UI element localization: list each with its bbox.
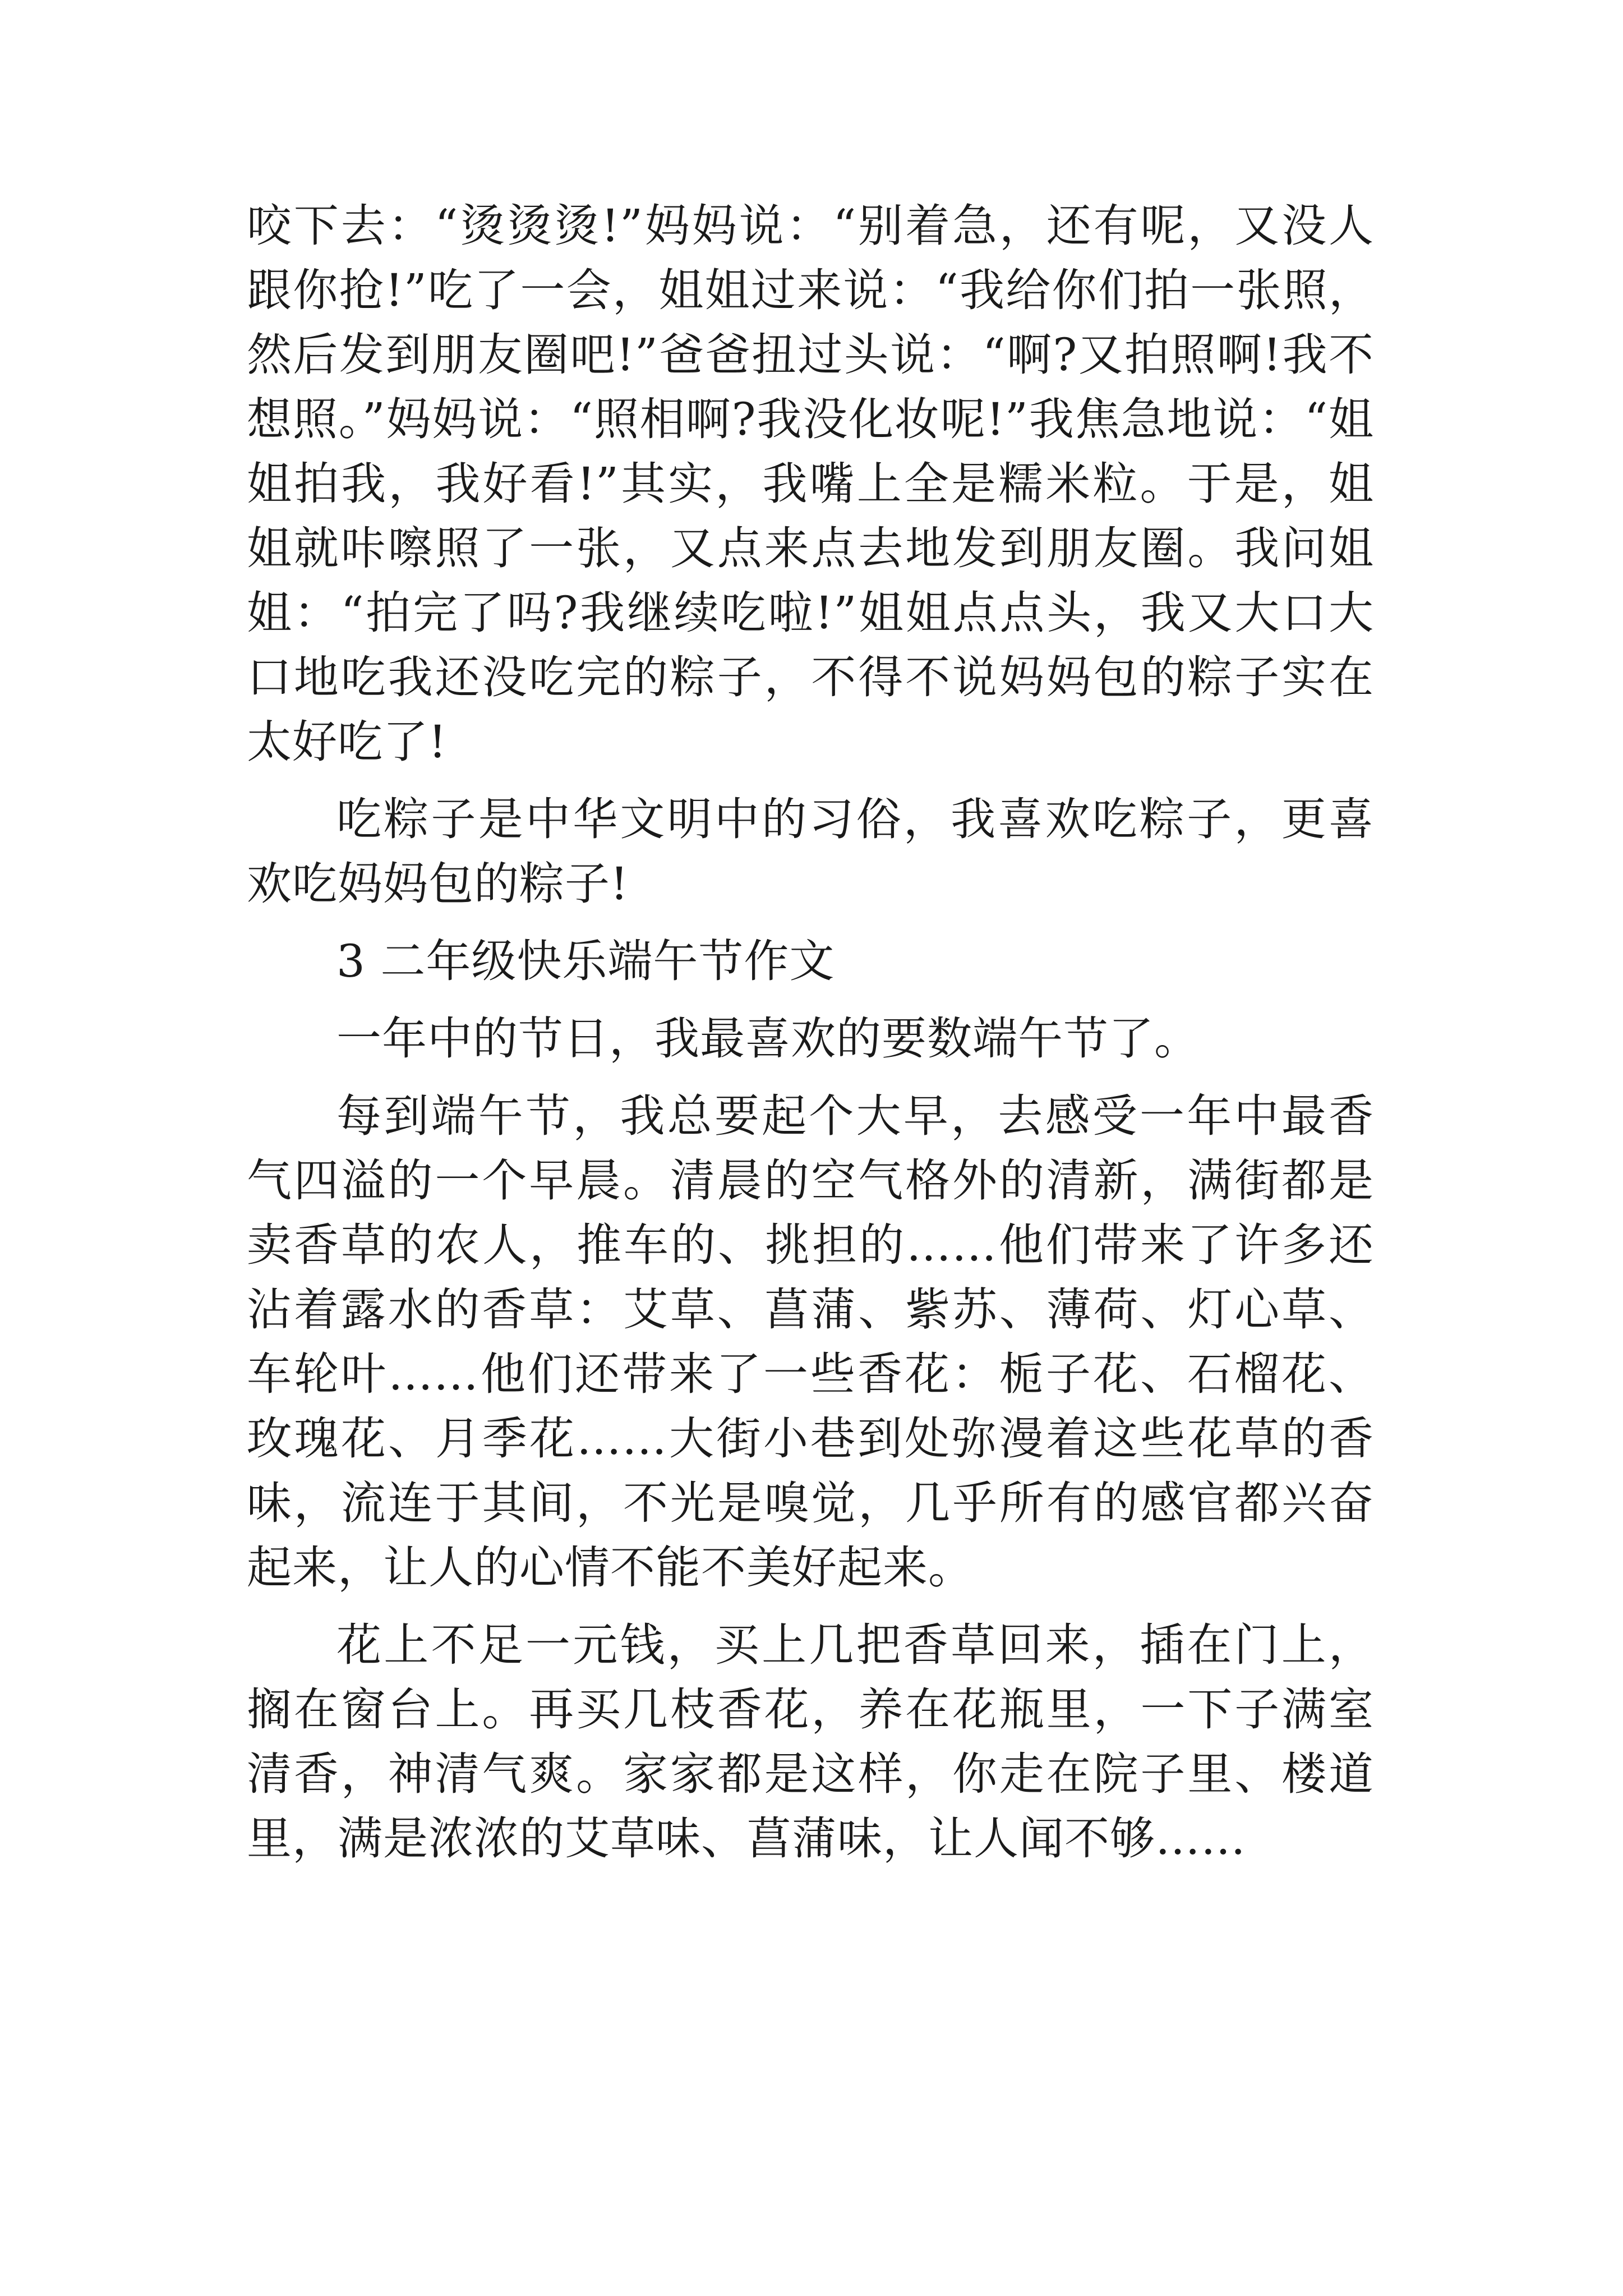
- essay-heading: 3 二年级快乐端午节作文: [336, 935, 835, 987]
- paragraph-herbs: 花上不足一元钱，买上几把香草回来，插在门上，搁在窗台上。再买几枝香花，养在花瓶里，一下子满室清香，神清气爽。家家都是这样，你走在院子里、楼道里，满是浓浓的艾草味、菖蒲味，让人闻不够……: [247, 1619, 1374, 1865]
- document-body: [247, 194, 1374, 1884]
- paragraph-morning: 每到端午节，我总要起个大早，去感受一年中最香气四溢的一个早晨。清晨的空气格外的清新，满街都是卖香草的农人，推车的、挑担的……他们带来了许多还沾着露水的香草：艾草、菖蒲、紫苏、薄荷、灯心草、车轮叶……他们还带来了一些香花：栀子花、石榴花、玫瑰花、月季花……大街小巷到处弥漫着这些花草的香味，流连于其间，不光是嗅觉，几乎所有的感官都兴奋起来，让人的心情不能不美好起来。: [247, 1090, 1374, 1594]
- paragraph-continued-story: 咬下去：“烫烫烫!”妈妈说：“别着急，还有呢，又没人跟你抢!”吃了一会，姐姐过来说：“我给你们拍一张照，然后发到朋友圈吧!”爸爸扭过头说：“啊?又拍照啊!我不想照。”妈妈说：“照相啊?我没化妆呢!”我焦急地说：“姐姐拍我，我好看!”其实，我嘴上全是糯米粒。于是，姐姐就咔嚓照了一张，又点来点去地发到朋友圈。我问姐姐：“拍完了吗?我继续吃啦!”姐姐点点头，我又大口大口地吃我还没吃完的粽子，不得不说妈妈包的粽子实在太好吃了!: [247, 200, 1374, 768]
- paragraph-conclusion: 吃粽子是中华文明中的习俗，我喜欢吃粽子，更喜欢吃妈妈包的粽子!: [247, 793, 1374, 910]
- paragraph-intro: 一年中的节日，我最喜欢的要数端午节了。: [336, 1013, 1200, 1065]
